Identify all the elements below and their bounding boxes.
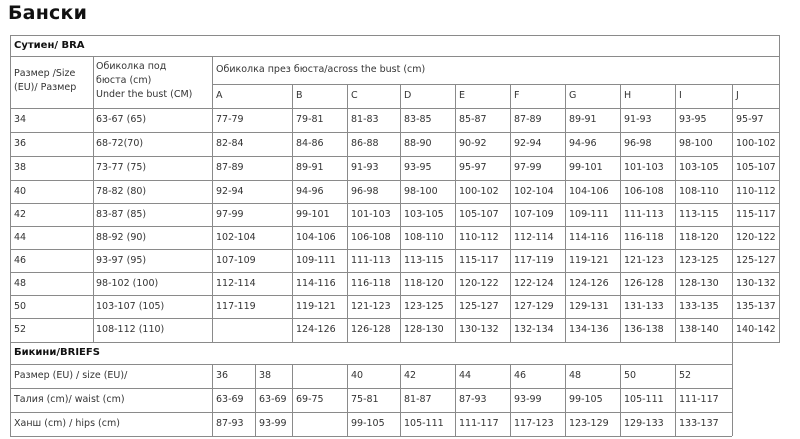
- briefs-value: 38: [259, 370, 272, 381]
- bra-cup-value: 101-103: [624, 162, 664, 173]
- bra-cups-header: Обиколка през бюста/across the bust (cm): [216, 64, 426, 75]
- briefs-value: 93-99: [514, 394, 542, 405]
- briefs-col-divider: [347, 364, 348, 436]
- cup-letter-f: F: [514, 90, 520, 101]
- bra-cup-value: 85-87: [459, 114, 487, 125]
- bra-cup-value: 81-83: [351, 114, 379, 125]
- bra-cup-value: 103-105: [679, 162, 719, 173]
- bra-cup-value: 126-128: [624, 278, 664, 289]
- bra-header-divider: [10, 56, 779, 57]
- bra-col-divider: [455, 84, 456, 342]
- bra-cup-value: 113-115: [679, 209, 719, 220]
- bra-cup-value: 90-92: [459, 138, 487, 149]
- bra-col-divider: [510, 84, 511, 342]
- bra-cup-value: 92-94: [514, 138, 542, 149]
- bra-cup-value: 96-98: [351, 186, 379, 197]
- bra-row-divider: [10, 295, 779, 296]
- bra-cup-value: 87-89: [514, 114, 542, 125]
- briefs-value: 46: [514, 370, 527, 381]
- briefs-value: 69-75: [296, 394, 324, 405]
- briefs-col-divider: [732, 364, 733, 436]
- bra-col-divider: [347, 84, 348, 342]
- briefs-col-divider: [620, 364, 621, 436]
- bra-underbust-value: 78-82 (80): [96, 186, 147, 197]
- bra-size-value: 36: [14, 138, 27, 149]
- bra-cup-value: 112-114: [514, 232, 554, 243]
- bra-cup-value: 135-137: [736, 301, 776, 312]
- cup-letter-e: E: [459, 90, 466, 101]
- bra-cup-value: 88-90: [404, 138, 432, 149]
- bra-cup-value: 121-123: [624, 255, 664, 266]
- bra-cup-value: 130-132: [459, 324, 499, 335]
- bra-underbust-header: Обиколка под: [96, 61, 167, 72]
- bra-cup-value: 128-130: [679, 278, 719, 289]
- bra-cup-value: 129-131: [569, 301, 609, 312]
- cup-letter-j: J: [736, 90, 739, 101]
- bra-cup-value: 131-133: [624, 301, 664, 312]
- bra-size-value: 38: [14, 162, 27, 173]
- cup-letter-h: H: [624, 90, 632, 101]
- bra-cup-value: 86-88: [351, 138, 379, 149]
- bra-cup-value: 93-95: [404, 162, 432, 173]
- bra-cup-value: 116-118: [351, 278, 391, 289]
- bra-cup-value: 110-112: [459, 232, 499, 243]
- briefs-value: 105-111: [404, 418, 444, 429]
- bra-cup-value: 102-104: [216, 232, 256, 243]
- briefs-value: 81-87: [404, 394, 432, 405]
- bra-size-header: Размер /Size: [14, 68, 76, 79]
- cup-letter-a: A: [216, 90, 223, 101]
- briefs-col-divider: [675, 364, 676, 436]
- bra-cup-value: 120-122: [736, 232, 776, 243]
- bra-underbust-value: 108-112 (110): [96, 324, 165, 335]
- bra-size-value: 52: [14, 324, 27, 335]
- bra-cup-value: 140-142: [736, 324, 776, 335]
- bra-cup-value: 124-126: [569, 278, 609, 289]
- bra-cup-value: 103-105: [404, 209, 444, 220]
- cup-letter-i: I: [679, 90, 682, 101]
- bra-cup-value: 127-129: [514, 301, 554, 312]
- briefs-value: 75-81: [351, 394, 379, 405]
- bra-cup-value: 97-99: [514, 162, 542, 173]
- bra-cup-value: 132-134: [514, 324, 554, 335]
- bra-cup-value: 94-96: [569, 138, 597, 149]
- bra-underbust-value: 63-67 (65): [96, 114, 147, 125]
- bra-cup-value: 117-119: [514, 255, 554, 266]
- briefs-col-divider: [212, 364, 213, 436]
- bra-cup-value: 91-93: [351, 162, 379, 173]
- bra-underbust-header: Under the bust (CM): [96, 89, 193, 100]
- briefs-col-divider: [565, 364, 566, 436]
- bra-cup-value: 138-140: [679, 324, 719, 335]
- briefs-left-border: [10, 342, 11, 436]
- bra-cup-value: 104-106: [296, 232, 336, 243]
- bra-cup-value: 121-123: [351, 301, 391, 312]
- bra-cup-value: 126-128: [351, 324, 391, 335]
- briefs-col-divider: [455, 364, 456, 436]
- bra-cup-value: 105-107: [459, 209, 499, 220]
- bra-cup-value: 118-120: [679, 232, 719, 243]
- bra-col-divider: [620, 84, 621, 342]
- bra-cup-value: 92-94: [216, 186, 244, 197]
- briefs-value: 50: [624, 370, 637, 381]
- briefs-value: 133-137: [679, 418, 719, 429]
- bra-underbust-value: 68-72(70): [96, 138, 144, 149]
- bra-cup-value: 119-121: [296, 301, 336, 312]
- bra-col-divider: [292, 84, 293, 342]
- bra-cup-value: 110-112: [736, 186, 776, 197]
- bra-cup-value: 79-81: [296, 114, 324, 125]
- bra-row-divider: [10, 249, 779, 250]
- bra-cup-value: 123-125: [404, 301, 444, 312]
- briefs-value: 52: [679, 370, 692, 381]
- bra-cup-value: 111-113: [351, 255, 391, 266]
- bra-cup-value: 83-85: [404, 114, 432, 125]
- bra-size-value: 40: [14, 186, 27, 197]
- bra-cup-value: 123-125: [679, 255, 719, 266]
- bra-cup-value: 100-102: [736, 138, 776, 149]
- bra-cup-value: 84-86: [296, 138, 324, 149]
- bra-cup-value: 82-84: [216, 138, 244, 149]
- cup-letter-c: C: [351, 90, 358, 101]
- briefs-row-label: Талия (cm)/ waist (cm): [14, 394, 125, 405]
- bra-cup-value: 105-107: [736, 162, 776, 173]
- bra-row-divider: [10, 226, 779, 227]
- bra-cup-value: 111-113: [624, 209, 664, 220]
- bra-col-divider: [565, 84, 566, 342]
- briefs-value: 42: [404, 370, 417, 381]
- bra-cup-value: 116-118: [624, 232, 664, 243]
- briefs-value: 111-117: [459, 418, 499, 429]
- bra-cup-value: 102-104: [514, 186, 554, 197]
- bra-cup-value: 109-111: [296, 255, 336, 266]
- bra-cup-value: 113-115: [404, 255, 444, 266]
- bra-cup-value: 125-127: [736, 255, 776, 266]
- briefs-value: 87-93: [459, 394, 487, 405]
- briefs-value: 63-69: [216, 394, 244, 405]
- bra-cup-value: 114-116: [296, 278, 336, 289]
- bra-underbust-value: 83-87 (85): [96, 209, 147, 220]
- bra-size-value: 50: [14, 301, 27, 312]
- briefs-value: 93-99: [259, 418, 287, 429]
- briefs-value: 111-117: [679, 394, 719, 405]
- briefs-title-right-border: [732, 342, 733, 364]
- briefs-value: 99-105: [351, 418, 385, 429]
- bra-cup-value: 97-99: [216, 209, 244, 220]
- bra-underbust-value: 103-107 (105): [96, 301, 165, 312]
- bra-cup-value: 94-96: [296, 186, 324, 197]
- bra-cup-value: 100-102: [459, 186, 499, 197]
- cups-header-divider: [212, 84, 779, 85]
- bra-col-divider: [400, 84, 401, 342]
- bra-size-value: 44: [14, 232, 27, 243]
- briefs-col-divider: [292, 364, 293, 436]
- page-title: Бански: [8, 2, 88, 24]
- bra-cup-value: 115-117: [459, 255, 499, 266]
- briefs-value: 129-133: [624, 418, 664, 429]
- bra-cup-value: 98-100: [679, 138, 713, 149]
- bra-cup-value: 106-108: [351, 232, 391, 243]
- bra-cup-value: 87-89: [216, 162, 244, 173]
- bra-row-divider: [10, 318, 779, 319]
- bra-row-divider: [10, 180, 779, 181]
- briefs-value: 117-123: [514, 418, 554, 429]
- bra-cup-value: 99-101: [569, 162, 603, 173]
- bra-row-divider: [10, 108, 779, 109]
- bra-cup-value: 122-124: [514, 278, 554, 289]
- bra-cup-value: 106-108: [624, 186, 664, 197]
- bra-cup-value: 117-119: [216, 301, 256, 312]
- bra-cup-value: 95-97: [736, 114, 764, 125]
- bra-col-divider: [732, 84, 733, 342]
- bra-underbust-header: бюста (cm): [96, 75, 152, 86]
- bra-cup-value: 89-91: [569, 114, 597, 125]
- briefs-bottom-border: [10, 436, 732, 437]
- briefs-col-divider: [400, 364, 401, 436]
- briefs-col-divider: [255, 364, 256, 436]
- bra-cup-value: 120-122: [459, 278, 499, 289]
- bra-size-value: 48: [14, 278, 27, 289]
- briefs-value: 40: [351, 370, 364, 381]
- bra-size-header: (EU)/ Размер: [14, 82, 77, 93]
- briefs-value: 63-69: [259, 394, 287, 405]
- bra-cup-value: 136-138: [624, 324, 664, 335]
- bra-cup-value: 130-132: [736, 278, 776, 289]
- bra-cup-value: 128-130: [404, 324, 444, 335]
- bra-cup-value: 134-136: [569, 324, 609, 335]
- bra-cup-value: 119-121: [569, 255, 609, 266]
- bra-cup-value: 101-103: [351, 209, 391, 220]
- cup-letter-g: G: [569, 90, 577, 101]
- bra-cup-value: 107-109: [514, 209, 554, 220]
- bra-cup-value: 112-114: [216, 278, 256, 289]
- bra-underbust-value: 88-92 (90): [96, 232, 147, 243]
- briefs-section-title: Бикини/BRIEFS: [14, 347, 100, 358]
- bra-cup-value: 108-110: [679, 186, 719, 197]
- bra-row-divider: [10, 132, 779, 133]
- briefs-row-label: Размер (EU) / size (EU)/: [14, 370, 128, 381]
- bra-underbust-value: 98-102 (100): [96, 278, 159, 289]
- bra-row-divider: [10, 272, 779, 273]
- bra-underbust-value: 73-77 (75): [96, 162, 147, 173]
- briefs-row-divider: [10, 388, 732, 389]
- briefs-row-divider: [10, 364, 732, 365]
- bra-cup-value: 91-93: [624, 114, 652, 125]
- briefs-value: 48: [569, 370, 582, 381]
- cup-letter-b: B: [296, 90, 303, 101]
- bra-cup-value: 93-95: [679, 114, 707, 125]
- briefs-value: 87-93: [216, 418, 244, 429]
- bra-cup-value: 125-127: [459, 301, 499, 312]
- bra-cup-value: 89-91: [296, 162, 324, 173]
- briefs-value: 36: [216, 370, 229, 381]
- bra-cup-value: 99-101: [296, 209, 330, 220]
- briefs-value: 99-105: [569, 394, 603, 405]
- bra-col-divider: [93, 56, 94, 342]
- bra-row-divider: [10, 203, 779, 204]
- bra-cup-value: 96-98: [624, 138, 652, 149]
- bra-size-value: 34: [14, 114, 27, 125]
- briefs-value: 123-129: [569, 418, 609, 429]
- bra-cup-value: 98-100: [404, 186, 438, 197]
- bra-cup-value: 77-79: [216, 114, 244, 125]
- bra-cup-value: 107-109: [216, 255, 256, 266]
- bra-col-divider: [675, 84, 676, 342]
- cup-letter-d: D: [404, 90, 412, 101]
- briefs-col-divider: [510, 364, 511, 436]
- bra-underbust-value: 93-97 (95): [96, 255, 147, 266]
- briefs-value: 44: [459, 370, 472, 381]
- bra-cup-value: 109-111: [569, 209, 609, 220]
- bra-cup-value: 115-117: [736, 209, 776, 220]
- briefs-row-divider: [10, 412, 732, 413]
- bra-col-divider: [212, 56, 213, 342]
- bra-size-value: 42: [14, 209, 27, 220]
- bra-cup-value: 108-110: [404, 232, 444, 243]
- briefs-row-label: Ханш (cm) / hips (cm): [14, 418, 120, 429]
- bra-cup-value: 95-97: [459, 162, 487, 173]
- bra-cup-value: 104-106: [569, 186, 609, 197]
- bra-cup-value: 118-120: [404, 278, 444, 289]
- bra-cup-value: 133-135: [679, 301, 719, 312]
- bra-section-title: Сутиен/ BRA: [14, 40, 85, 51]
- bra-row-divider: [10, 156, 779, 157]
- bra-cup-value: 124-126: [296, 324, 336, 335]
- bra-cup-value: 114-116: [569, 232, 609, 243]
- bra-size-value: 46: [14, 255, 27, 266]
- briefs-value: 105-111: [624, 394, 664, 405]
